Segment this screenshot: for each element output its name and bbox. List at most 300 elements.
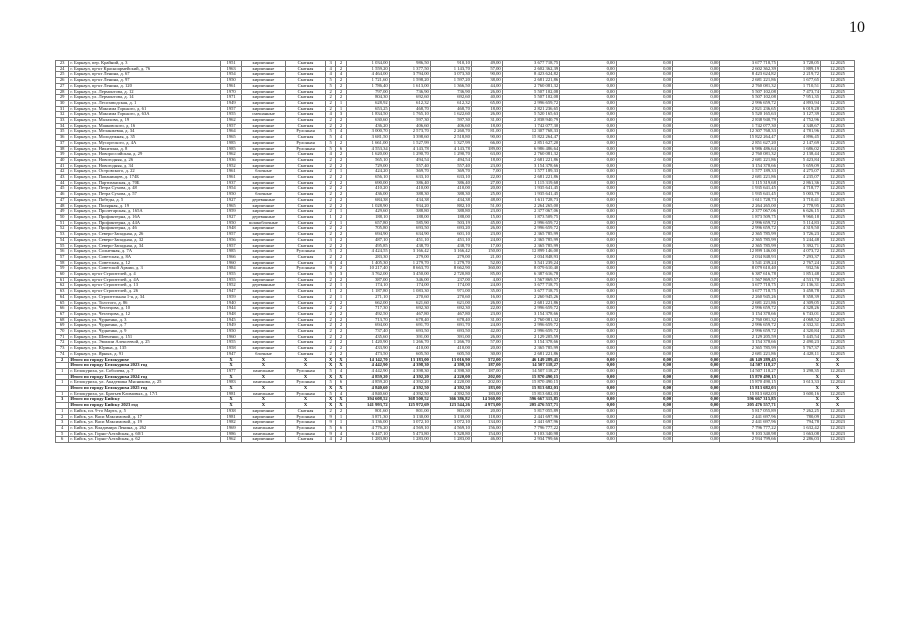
table-cell: Скатная bbox=[286, 78, 326, 84]
table-cell: 473,50 bbox=[346, 351, 389, 357]
table-cell: Скатная bbox=[286, 118, 326, 124]
table-cell: 9 103 340,98 bbox=[502, 431, 560, 437]
table-cell: 2 bbox=[336, 83, 346, 89]
table-cell: 797,00 bbox=[346, 89, 389, 95]
table-cell: г. Барнаул, ул. Меланжевая, д. 34 bbox=[69, 129, 221, 135]
table-cell: г. Барнаул, пр-кт Ленина, д. 67 bbox=[69, 72, 221, 78]
table-cell: 0,00 bbox=[616, 272, 672, 278]
table-cell: 12.2025 bbox=[821, 169, 855, 175]
table-cell: 0,00 bbox=[616, 380, 672, 386]
table-cell: 3 154 378,66 bbox=[720, 311, 778, 317]
table-cell: 31,00 bbox=[471, 118, 502, 124]
table-cell: 410,00 bbox=[430, 346, 471, 352]
table-cell: 467,80 bbox=[389, 311, 430, 317]
table-cell: 37 bbox=[56, 140, 69, 146]
table-cell: 14 507 118,27 bbox=[502, 368, 560, 374]
table-cell: 3 072,10 bbox=[430, 420, 471, 426]
table-cell: 14 142,70 bbox=[346, 357, 389, 363]
table-cell: X bbox=[821, 363, 855, 369]
table-cell: 12.2025 bbox=[821, 192, 855, 198]
table-cell: 4 bbox=[336, 135, 346, 141]
table-cell: панельные bbox=[241, 391, 285, 397]
table-cell: 6 bbox=[336, 146, 346, 152]
table-cell: Скатная bbox=[286, 61, 326, 67]
table-cell: 2 bbox=[336, 306, 346, 312]
table-cell: 3 072,10 bbox=[389, 420, 430, 426]
table-cell: 0,00 bbox=[673, 363, 720, 369]
table-cell: 678,40 bbox=[430, 317, 471, 323]
table-cell: г. Барнаул, ул. Молодежная, д. 35 bbox=[69, 135, 221, 141]
table-cell: 0,00 bbox=[673, 386, 720, 392]
table-cell: 0,00 bbox=[673, 169, 720, 175]
table-cell: 8 079 610,40 bbox=[720, 266, 778, 272]
table-cell: X bbox=[821, 397, 855, 403]
table-cell: 2 bbox=[336, 203, 346, 209]
table-cell: кирпичные bbox=[241, 272, 285, 278]
table-cell: X bbox=[821, 357, 855, 363]
table-cell: 0,00 bbox=[616, 118, 672, 124]
table-cell: 174,00 bbox=[430, 283, 471, 289]
table-cell: 1 567 869,57 bbox=[502, 277, 560, 283]
table-cell: 0,00 bbox=[560, 237, 616, 243]
table-cell: 62 bbox=[56, 283, 69, 289]
table-cell: X bbox=[326, 357, 336, 363]
table-cell: 4 896,45 bbox=[777, 135, 820, 141]
table-cell: 283,30 bbox=[346, 254, 389, 260]
table-cell: 2 821 236,65 bbox=[502, 106, 560, 112]
table-cell: 12.2025 bbox=[821, 254, 855, 260]
table-cell: 2 bbox=[326, 277, 336, 283]
table-cell: 630,60 bbox=[346, 118, 389, 124]
table-cell: 2 bbox=[336, 78, 346, 84]
table-cell: 694,90 bbox=[346, 232, 389, 238]
table-cell: 12.2025 bbox=[821, 334, 855, 340]
table-cell: 36 bbox=[56, 135, 69, 141]
table-cell: X bbox=[336, 357, 346, 363]
table-cell: 0,00 bbox=[560, 300, 616, 306]
table-cell: 6 626,15 bbox=[777, 209, 820, 215]
table-cell: 0,00 bbox=[560, 61, 616, 67]
table-cell: 601,10 bbox=[430, 232, 471, 238]
table-cell: 386,40 bbox=[389, 180, 430, 186]
table-cell: 1962 bbox=[221, 152, 242, 158]
table-cell: Скатная bbox=[286, 214, 326, 220]
table-cell: 0,00 bbox=[616, 346, 672, 352]
table-cell: 2 996 659,72 bbox=[502, 226, 560, 232]
table-cell: 4 235,07 bbox=[777, 175, 820, 181]
table-cell: 2 365 785,99 bbox=[502, 243, 560, 249]
table-cell: 0,00 bbox=[616, 203, 672, 209]
table-cell: X bbox=[241, 403, 285, 409]
table-cell: 15 813 682,03 bbox=[502, 386, 560, 392]
table-cell: Скатная bbox=[286, 243, 326, 249]
table-cell: кирпичные bbox=[241, 414, 285, 420]
table-cell: 410,00 bbox=[430, 186, 471, 192]
table-cell: 2 bbox=[326, 100, 336, 106]
table-cell: 434,38 bbox=[389, 197, 430, 203]
table-cell: 2 518,80 bbox=[430, 135, 471, 141]
table-cell: 2 034 848,93 bbox=[720, 254, 778, 260]
table-cell: 0,00 bbox=[673, 368, 720, 374]
table-cell: X bbox=[221, 363, 242, 369]
table-cell: 2 bbox=[326, 254, 336, 260]
table-cell: 0,00 bbox=[560, 152, 616, 158]
table-cell: 0,00 bbox=[616, 78, 672, 84]
table-cell: X bbox=[821, 374, 855, 380]
table-cell: 0,00 bbox=[616, 61, 672, 67]
table-cell: кирпичные bbox=[241, 129, 285, 135]
table-cell: 4 220,00 bbox=[430, 380, 471, 386]
table-cell: Скатная bbox=[286, 329, 326, 335]
table-cell: 7 293,37 bbox=[777, 254, 820, 260]
table-cell: 0,00 bbox=[616, 95, 672, 101]
table-cell: 7 796 777,22 bbox=[502, 426, 560, 432]
table-cell: 1 290,70 bbox=[389, 152, 430, 158]
table-cell: 0,00 bbox=[616, 363, 672, 369]
table-cell: 1981 bbox=[221, 414, 242, 420]
table-cell: 0,00 bbox=[673, 100, 720, 106]
table-cell: 4 442,90 bbox=[346, 368, 389, 374]
table-cell: 12.2025 bbox=[821, 391, 855, 397]
table-cell: 3 bbox=[336, 112, 346, 118]
table-cell: Скатная bbox=[286, 135, 326, 141]
table-cell: 2 bbox=[336, 289, 346, 295]
table-cell: 7 796 777,22 bbox=[720, 426, 778, 432]
table-cell: 596 667 315,85 bbox=[502, 397, 560, 403]
table-cell: 0,00 bbox=[616, 163, 672, 169]
table-cell: 0,00 bbox=[616, 100, 672, 106]
table-cell: 2 996 659,72 bbox=[720, 100, 778, 106]
table-cell: 2 778,95 bbox=[777, 203, 820, 209]
table-cell: 3 728,05 bbox=[777, 61, 820, 67]
table-cell: 410,20 bbox=[346, 186, 389, 192]
table-cell: 0,00 bbox=[673, 249, 720, 255]
table-cell: 0,00 bbox=[560, 329, 616, 335]
table-cell: 30,00 bbox=[471, 351, 502, 357]
table-cell: 801,00 bbox=[389, 408, 430, 414]
table-cell: 54 bbox=[56, 237, 69, 243]
table-cell: 0,00 bbox=[673, 123, 720, 129]
table-cell: 0,00 bbox=[616, 83, 672, 89]
table-cell: 0,00 bbox=[616, 226, 672, 232]
table-cell: 0,00 bbox=[560, 214, 616, 220]
table-cell: 12 899 146,00 bbox=[502, 249, 560, 255]
table-cell: кирпичные bbox=[241, 89, 285, 95]
table-cell: Рулонная bbox=[286, 426, 326, 432]
table-cell: 12.2025 bbox=[821, 100, 855, 106]
table-cell: 0,00 bbox=[560, 334, 616, 340]
table-cell: 4 840,60 bbox=[346, 391, 389, 397]
table-cell: 3 677 718,75 bbox=[502, 61, 560, 67]
table-cell: 0,00 bbox=[616, 334, 672, 340]
table-cell: Скатная bbox=[286, 272, 326, 278]
table-cell: Скатная bbox=[286, 294, 326, 300]
table-cell: 1 559,20 bbox=[346, 66, 389, 72]
table-cell: 0,00 bbox=[616, 72, 672, 78]
table-cell: 1 710,51 bbox=[777, 83, 820, 89]
table-cell: 5 817 055,89 bbox=[502, 408, 560, 414]
table-cell: 0,00 bbox=[616, 323, 672, 329]
table-cell: кирпичные bbox=[241, 249, 285, 255]
table-cell: г. Барнаул, ул. Профинтерна, д. 16А bbox=[69, 214, 221, 220]
table-cell: 692,60 bbox=[389, 95, 430, 101]
table-cell: 597,30 bbox=[430, 118, 471, 124]
table-cell: 596 667 315,85 bbox=[720, 397, 778, 403]
table-cell: 3 677 718,75 bbox=[720, 289, 778, 295]
table-cell: 1 083,30 bbox=[389, 289, 430, 295]
table-cell: 3 073,30 bbox=[430, 72, 471, 78]
table-cell: 0,00 bbox=[673, 391, 720, 397]
table-cell: 69 bbox=[56, 323, 69, 329]
table-cell: 1 598,20 bbox=[389, 78, 430, 84]
table-cell: 369,70 bbox=[430, 169, 471, 175]
table-cell: 45 bbox=[56, 186, 69, 192]
table-cell: 0,00 bbox=[560, 180, 616, 186]
table-cell: 12.2025 bbox=[821, 311, 855, 317]
table-cell: 634,90 bbox=[389, 232, 430, 238]
table-cell: 2 365 785,99 bbox=[502, 232, 560, 238]
table-cell: 188,00 bbox=[389, 214, 430, 220]
table-cell: 2 bbox=[326, 175, 336, 181]
table-cell: 1959 bbox=[221, 209, 242, 215]
table-cell: 391,00 bbox=[430, 334, 471, 340]
table-cell: 4 392,20 bbox=[389, 374, 430, 380]
table-cell: 4 bbox=[336, 72, 346, 78]
table-cell: 0,00 bbox=[616, 129, 672, 135]
table-cell: г. Барнаул, ул. Чеглецова, д. 12 bbox=[69, 311, 221, 317]
table-cell: 2 bbox=[326, 294, 336, 300]
table-cell: 0,00 bbox=[673, 329, 720, 335]
table-cell: 12.2025 bbox=[821, 72, 855, 78]
table-cell: X bbox=[336, 403, 346, 409]
table-cell: 5 423,84 bbox=[777, 157, 820, 163]
table-cell: 14 507 118,27 bbox=[720, 363, 778, 369]
table-cell: 1 765,10 bbox=[389, 112, 430, 118]
table-cell: 0,00 bbox=[560, 220, 616, 226]
table-cell: 691,70 bbox=[389, 323, 430, 329]
table-cell: 692,60 bbox=[430, 95, 471, 101]
table-cell: 183,00 bbox=[471, 386, 502, 392]
table-cell: X bbox=[241, 357, 285, 363]
table-cell: 692,30 bbox=[430, 306, 471, 312]
table-cell: панельные bbox=[241, 266, 285, 272]
table-cell: г. Бийск, ул. Владимира Ленина, д. 262 bbox=[69, 426, 221, 432]
table-cell: Скатная bbox=[286, 408, 326, 414]
table-cell: 678,40 bbox=[389, 317, 430, 323]
table-cell: 5 bbox=[326, 391, 336, 397]
table-cell: 4 bbox=[336, 431, 346, 437]
table-cell: 492,50 bbox=[346, 311, 389, 317]
table-cell: 0,00 bbox=[616, 220, 672, 226]
table-cell: г. Барнаул, пр-кт Ленина, д. 97 bbox=[69, 78, 221, 84]
table-cell: 2 377 067,06 bbox=[502, 209, 560, 215]
table-cell: Скатная bbox=[286, 311, 326, 317]
table-cell: 0,00 bbox=[616, 329, 672, 335]
table-cell: 0,00 bbox=[616, 106, 672, 112]
table-cell: 0,00 bbox=[673, 340, 720, 346]
table-cell: 451,10 bbox=[389, 237, 430, 243]
table-cell: 1966 bbox=[221, 254, 242, 260]
table-cell: 5 114,83 bbox=[777, 220, 820, 226]
table-cell: 12.2025 bbox=[821, 203, 855, 209]
table-cell: 47 bbox=[56, 197, 69, 203]
table-cell: 1950 bbox=[221, 78, 242, 84]
table-cell: 1950 bbox=[221, 192, 242, 198]
table-cell: Скатная bbox=[286, 123, 326, 129]
table-cell: 737,40 bbox=[346, 329, 389, 335]
table-cell: 1985 bbox=[221, 146, 242, 152]
table-cell: 1 bbox=[326, 214, 336, 220]
table-cell: 1 327,99 bbox=[430, 140, 471, 146]
table-cell: 15 813 682,03 bbox=[720, 391, 778, 397]
table-cell: 2 bbox=[336, 163, 346, 169]
table-cell: 585,90 bbox=[389, 220, 430, 226]
table-cell: 468,70 bbox=[430, 106, 471, 112]
table-cell: 4 275,07 bbox=[777, 169, 820, 175]
table-cell: 0,00 bbox=[560, 380, 616, 386]
table-cell: 38,00 bbox=[471, 78, 502, 84]
table-cell: 21 136,31 bbox=[777, 283, 820, 289]
table-cell: 4 143,78 bbox=[389, 146, 430, 152]
table-cell: 1 663,08 bbox=[777, 431, 820, 437]
table-cell: 612,32 bbox=[389, 100, 430, 106]
table-cell: г. Барнаул, ул. Профинтерна, д. 46 bbox=[69, 226, 221, 232]
table-cell: 487,10 bbox=[346, 237, 389, 243]
table-cell: г. Барнаул, ул. Чудненко, д. 3 bbox=[69, 317, 221, 323]
table-cell: 0,00 bbox=[616, 431, 672, 437]
table-cell: 2 264 265,00 bbox=[502, 203, 560, 209]
table-cell: 12 307 768,33 bbox=[502, 129, 560, 135]
table-cell: 12.2025 bbox=[821, 157, 855, 163]
table-cell: 1 873 509,75 bbox=[720, 214, 778, 220]
table-cell: 605,50 bbox=[430, 351, 471, 357]
table-cell: 0,00 bbox=[616, 408, 672, 414]
table-cell: 713,70 bbox=[346, 317, 389, 323]
table-cell: 12.2025 bbox=[821, 163, 855, 169]
table-cell: г. Барнаул, ул. Эмилии Алексеевой, д. 25 bbox=[69, 340, 221, 346]
table-cell: 6 bbox=[56, 437, 69, 443]
table-cell: 3 794,00 bbox=[389, 72, 430, 78]
table-cell: Скатная bbox=[286, 283, 326, 289]
table-cell: 9 bbox=[326, 266, 336, 272]
table-cell: Скатная bbox=[286, 112, 326, 118]
table-cell: 12.2025 bbox=[821, 300, 855, 306]
table-cell: 0,00 bbox=[616, 414, 672, 420]
table-cell: X bbox=[221, 403, 242, 409]
table-cell: 612,32 bbox=[430, 100, 471, 106]
table-cell: 0,00 bbox=[673, 186, 720, 192]
table-cell: 14 507 118,27 bbox=[720, 368, 778, 374]
table-cell: 693,50 bbox=[430, 329, 471, 335]
table-cell: 0,00 bbox=[673, 431, 720, 437]
table-cell: г. Барнаул, ул. Победы, д. 5 bbox=[69, 197, 221, 203]
table-cell: 0,00 bbox=[616, 66, 672, 72]
table-cell: 684,38 bbox=[346, 197, 389, 203]
table-cell: Скатная bbox=[286, 260, 326, 266]
table-cell: 118,00 bbox=[471, 414, 502, 420]
table-cell: 1964 bbox=[221, 129, 242, 135]
table-cell: 2 996 659,72 bbox=[720, 226, 778, 232]
table-cell: 0,00 bbox=[616, 140, 672, 146]
table-cell: 12.2023 bbox=[821, 431, 855, 437]
table-cell: г. Бийск, ул. Васи Максимовой, д. 17 bbox=[69, 414, 221, 420]
table-cell: 391,00 bbox=[389, 334, 430, 340]
table-cell: 12.2025 bbox=[821, 180, 855, 186]
table-cell: 0,00 bbox=[616, 266, 672, 272]
table-cell: 28 bbox=[56, 89, 69, 95]
table-cell: г. Бийск, ул. Горно-Алтайская, д. 62 bbox=[69, 437, 221, 443]
table-cell: 0,00 bbox=[673, 420, 720, 426]
table-cell: 38 bbox=[56, 146, 69, 152]
table-cell: 0,00 bbox=[616, 146, 672, 152]
table-cell: 0,00 bbox=[616, 112, 672, 118]
table-cell: 1 935 641,45 bbox=[720, 192, 778, 198]
table-cell: 1 420,90 bbox=[346, 340, 389, 346]
table-cell: Скатная bbox=[286, 152, 326, 158]
table-cell: 2 bbox=[336, 340, 346, 346]
table-cell: 2 365 785,99 bbox=[502, 237, 560, 243]
table-cell: 3 677 718,75 bbox=[502, 289, 560, 295]
table-cell: 6 447,10 bbox=[346, 431, 389, 437]
table-cell: Итого по городу Бийску bbox=[69, 397, 221, 403]
table-cell: 8 662,90 bbox=[430, 266, 471, 272]
table-cell: 4 392,50 bbox=[430, 386, 471, 392]
table-cell: 2 bbox=[326, 323, 336, 329]
table-cell: 729,00 bbox=[346, 163, 389, 169]
table-cell: 2 bbox=[336, 334, 346, 340]
table-cell: 0,00 bbox=[560, 306, 616, 312]
table-cell: кирпичные bbox=[241, 100, 285, 106]
table-cell: 4 781,96 bbox=[777, 129, 820, 135]
table-cell: 2 bbox=[336, 226, 346, 232]
table-cell: 183,00 bbox=[471, 391, 502, 397]
table-cell: 0,00 bbox=[616, 197, 672, 203]
table-cell: 0,00 bbox=[673, 374, 720, 380]
table-cell: 202,00 bbox=[471, 374, 502, 380]
table-cell: 4 bbox=[336, 368, 346, 374]
table-cell: 237,00 bbox=[430, 277, 471, 283]
table-cell: 3 762,00 bbox=[346, 272, 389, 278]
table-cell: 1958 bbox=[221, 346, 242, 352]
table-cell: панельные bbox=[241, 380, 285, 386]
table-cell: 0,00 bbox=[673, 61, 720, 67]
table-cell: 503,19 bbox=[430, 220, 471, 226]
table-cell: 26 bbox=[56, 78, 69, 84]
table-cell: 0,00 bbox=[673, 214, 720, 220]
table-cell: 68 bbox=[56, 317, 69, 323]
table-cell: 2 681 221,86 bbox=[720, 351, 778, 357]
table-cell: 1985 bbox=[221, 249, 242, 255]
table-cell: 0,00 bbox=[560, 169, 616, 175]
table-cell: 394 608,52 bbox=[346, 397, 389, 403]
table-cell: 24,00 bbox=[471, 323, 502, 329]
table-cell: панельные bbox=[241, 426, 285, 432]
table-cell: 621,00 bbox=[430, 300, 471, 306]
table-cell: 3 127,39 bbox=[777, 112, 820, 118]
table-cell: X bbox=[286, 374, 326, 380]
table-cell: 0,00 bbox=[673, 414, 720, 420]
table-cell: 12.2025 bbox=[821, 152, 855, 158]
table-cell: 45,00 bbox=[471, 220, 502, 226]
table-cell: 0,00 bbox=[560, 157, 616, 163]
table-cell: 694,00 bbox=[346, 323, 389, 329]
table-cell: 3 154 378,66 bbox=[720, 340, 778, 346]
table-cell: 1961 bbox=[221, 83, 242, 89]
table-cell: 0,00 bbox=[616, 397, 672, 403]
table-cell: 4 332,31 bbox=[777, 323, 820, 329]
table-cell: 0,00 bbox=[560, 272, 616, 278]
table-cell: 0,00 bbox=[673, 294, 720, 300]
